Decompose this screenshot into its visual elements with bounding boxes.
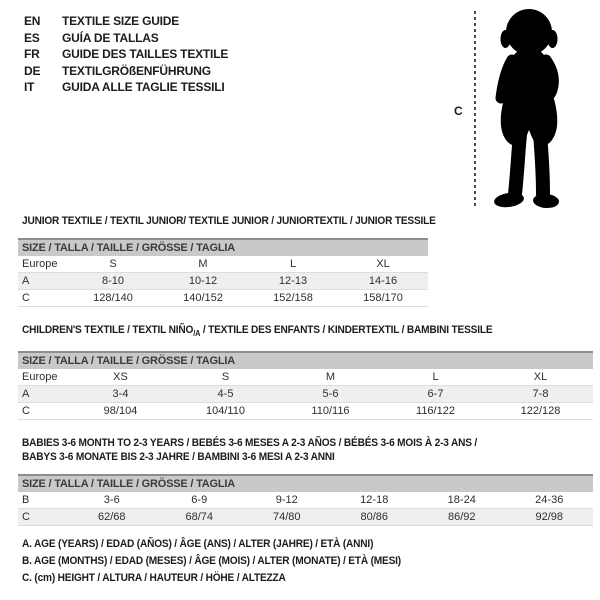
size-header-cell: SIZE / TALLA / TAILLE / GRÖSSE / TAGLIA	[18, 352, 593, 369]
size-table	[18, 474, 593, 526]
table-cell: 86/92	[418, 509, 506, 526]
table-cell: 6-9	[156, 492, 244, 509]
table-cell: 104/110	[173, 403, 278, 420]
table-row	[18, 403, 593, 420]
table-row	[18, 256, 428, 273]
table-cell: XS	[68, 369, 173, 386]
table-cell: 4-5	[173, 386, 278, 403]
size-table-block	[18, 436, 596, 526]
table-cell: S	[173, 369, 278, 386]
language-title: TEXTILE SIZE GUIDE	[62, 14, 180, 28]
height-measure-label: C	[454, 104, 463, 118]
table-row	[18, 509, 593, 526]
table-title	[22, 214, 550, 228]
size-table	[18, 238, 428, 307]
language-title: TEXTILGRÖßENFÜHRUNG	[62, 63, 211, 78]
table-cell: 92/98	[506, 509, 594, 526]
table-cell: 9-12	[243, 492, 331, 509]
table-cell: XL	[488, 369, 593, 386]
table-cell: 110/116	[278, 403, 383, 420]
table-title	[22, 436, 550, 464]
table-cell: 24-36	[506, 492, 594, 509]
row-label: A	[18, 273, 68, 290]
table-cell: 18-24	[418, 492, 506, 509]
size-header-row	[18, 239, 428, 256]
size-table	[18, 351, 593, 420]
language-list	[24, 13, 228, 96]
row-label: C	[18, 403, 68, 420]
language-code: EN	[24, 14, 41, 28]
table-cell: 116/122	[383, 403, 488, 420]
table-cell: M	[278, 369, 383, 386]
table-cell: 98/104	[68, 403, 173, 420]
table-cell: 6-7	[383, 386, 488, 403]
table-title-line	[22, 323, 550, 341]
language-code: ES	[24, 30, 40, 45]
language-code: FR	[24, 47, 40, 61]
table-cell: L	[248, 256, 338, 273]
legend-line: A. AGE (YEARS) / EDAD (AÑOS) / ÂGE (ANS) / ALTER (JAHRE) / ETÀ (ANNI)	[22, 538, 374, 550]
table-cell: 68/74	[156, 509, 244, 526]
table-title-line	[22, 436, 550, 450]
size-header-row	[18, 475, 593, 492]
language-code: DE	[24, 63, 41, 78]
language-row	[24, 13, 228, 30]
table-cell: 3-6	[68, 492, 156, 509]
table-title-text: CHILDREN'S TEXTILE / TEXTIL NIÑO	[22, 324, 194, 336]
row-label: Europe	[18, 369, 68, 386]
table-cell: 12-18	[331, 492, 419, 509]
table-cell: XL	[338, 256, 428, 273]
language-row	[24, 79, 228, 96]
table-title-text: BABYS 3-6 MONATE BIS 2-3 JAHRE / BAMBINI 3-6 MESI A 2-3 ANNI	[22, 451, 335, 464]
table-cell: 5-6	[278, 386, 383, 403]
size-table-block	[18, 214, 596, 307]
table-row	[18, 290, 428, 307]
size-table-block	[18, 323, 596, 420]
table-cell: L	[383, 369, 488, 386]
language-code: IT	[24, 80, 35, 94]
table-title-text: JUNIOR TEXTILE / TEXTIL JUNIOR/ TEXTILE JUNIOR / JUNIORTEXTIL / JUNIOR TESSILE	[22, 215, 436, 227]
language-row	[24, 63, 228, 80]
language-title: GUIDE DES TAILLES TEXTILE	[62, 47, 229, 61]
row-label: Europe	[18, 256, 68, 273]
table-title-text: BABIES 3-6 MONTH TO 2-3 YEARS / BEBÉS 3-6 MESES A 2-3 AÑOS / BÉBÉS 3-6 MOIS À 2-3 ANS /	[22, 437, 478, 450]
table-cell: 14-16	[338, 273, 428, 290]
row-label: B	[18, 492, 68, 509]
table-title-text: /A	[193, 329, 201, 339]
table-title	[22, 323, 550, 341]
legend-line: C. (cm) HEIGHT / ALTURA / HAUTEUR / HÖHE / ALTEZZA	[22, 572, 286, 584]
table-cell: 158/170	[338, 290, 428, 307]
table-cell: 122/128	[488, 403, 593, 420]
table-cell: M	[158, 256, 248, 273]
table-cell: 3-4	[68, 386, 173, 403]
table-cell: 8-10	[68, 273, 158, 290]
table-title-text: / TEXTILE DES ENFANTS / KINDERTEXTIL / BAMBINI TESSILE	[200, 324, 493, 336]
height-measure-figure	[450, 8, 582, 212]
legend	[22, 536, 401, 587]
row-label: C	[18, 509, 68, 526]
size-header-row	[18, 352, 593, 369]
table-cell: S	[68, 256, 158, 273]
language-row	[24, 30, 228, 47]
row-label: A	[18, 386, 68, 403]
table-cell: 152/158	[248, 290, 338, 307]
language-title: GUIDA ALLE TAGLIE TESSILI	[62, 80, 225, 94]
table-row	[18, 273, 428, 290]
table-cell: 12-13	[248, 273, 338, 290]
language-title: GUÍA DE TALLAS	[62, 30, 159, 45]
size-tables-section	[18, 212, 596, 526]
size-header-cell: SIZE / TALLA / TAILLE / GRÖSSE / TAGLIA	[18, 475, 593, 492]
table-cell: 74/80	[243, 509, 331, 526]
baby-silhouette-icon	[483, 8, 575, 210]
table-cell: 128/140	[68, 290, 158, 307]
height-dashed-line	[474, 11, 476, 207]
size-header-cell: SIZE / TALLA / TAILLE / GRÖSSE / TAGLIA	[18, 239, 428, 256]
table-row	[18, 369, 593, 386]
row-label: C	[18, 290, 68, 307]
table-cell: 10-12	[158, 273, 248, 290]
language-row	[24, 46, 228, 63]
table-row	[18, 492, 593, 509]
table-cell: 80/86	[331, 509, 419, 526]
table-cell: 62/68	[68, 509, 156, 526]
table-title-line	[22, 214, 550, 228]
table-row	[18, 386, 593, 403]
table-cell: 7-8	[488, 386, 593, 403]
table-cell: 140/152	[158, 290, 248, 307]
legend-line: B. AGE (MONTHS) / EDAD (MESES) / ÂGE (MOIS) / ALTER (MONATE) / ETÀ (MESI)	[22, 555, 401, 567]
table-title-line	[22, 450, 550, 464]
